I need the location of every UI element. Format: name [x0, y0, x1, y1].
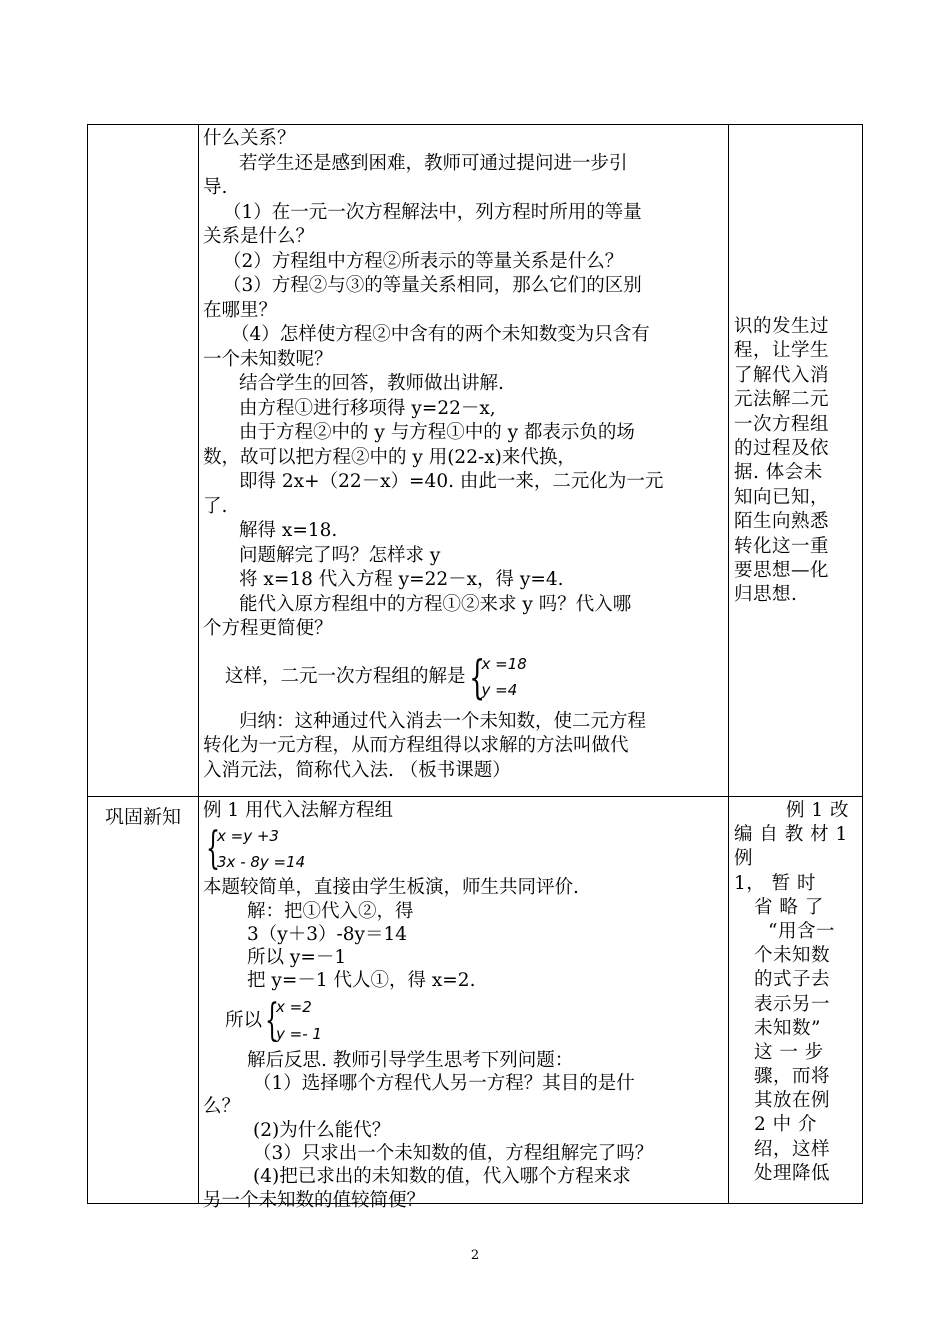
text-line: 3（y＋3）-8y＝14 [247, 923, 408, 945]
answer-system [203, 993, 728, 1049]
summary [203, 710, 728, 784]
solution-prefix: 这样，二元一次方程组的解是 [225, 665, 466, 687]
text-line: 在哪里？ [203, 299, 278, 321]
text-line: 结合学生的回答，教师做出讲解. [239, 373, 504, 394]
system-equations [217, 823, 305, 875]
text-line: （2）方程组中方程②所表示的等量关系是什么？ [223, 250, 624, 272]
note-line: 未知数” [754, 1017, 821, 1039]
note-line: 的过程及依 [734, 437, 830, 459]
note-line: 表示另一 [754, 993, 831, 1015]
column-divider [198, 125, 199, 1203]
answer-prefix: 所以 [225, 1009, 263, 1031]
text-line: 由于方程②中的 y 与方程①中的 y 都表示负的场 [239, 422, 635, 443]
note-line: 省 略 了 [754, 896, 824, 918]
note-line: 陌生向熟悉 [734, 511, 830, 533]
text-line: 所以 y=－1 [247, 947, 347, 969]
note-line: 识的发生过 [734, 316, 830, 337]
lesson-table [87, 124, 863, 1211]
text-line: 解得 x=18. [239, 520, 338, 541]
note-line: 程，让学生 [734, 340, 830, 362]
text-line: 由方程①进行移项得 y=22－x, [239, 397, 496, 419]
section-label: 巩固新知 [104, 806, 181, 828]
note-line: 例 [734, 848, 754, 870]
equation: x =2 [276, 997, 312, 1016]
text-line: (2)为什么能代？ [253, 1119, 391, 1141]
note-line: 元法解二元 [734, 389, 830, 411]
text-line: 一个未知数呢？ [203, 348, 333, 370]
left-brace: { [206, 823, 220, 875]
note-line: 的式子去 [754, 969, 831, 991]
text-line: 入消元法，简称代入法. （板书课题） [203, 759, 511, 781]
note-line: 处理降低 [754, 1162, 831, 1184]
text-line: 解后反思. 教师引导学生思考下列问题： [247, 1049, 574, 1071]
note-line: 据. 体会未 [734, 462, 823, 484]
text-line: 数，故可以把方程②中的 y 用(22-x)来代换， [203, 446, 576, 468]
answer-equations [276, 994, 322, 1048]
note-line: 一次方程组 [734, 413, 830, 435]
note-line: 转化这一重 [734, 535, 830, 557]
text-line: (4)把已求出的未知数的值，代入哪个方程来求 [253, 1166, 631, 1188]
text-line: 关系是什么？ [203, 226, 315, 247]
note-line: 绍，这样 [754, 1138, 831, 1160]
row2-notes [734, 799, 858, 1186]
note-line: 归思想. [734, 584, 798, 606]
note-line: 骤，而将 [754, 1066, 831, 1088]
text-line: 归纳：这种通过代入消去一个未知数，使二元方程 [239, 710, 647, 732]
text-line: 导. [203, 177, 228, 198]
equation: x =18 [481, 654, 527, 673]
row1-notes [734, 315, 858, 608]
row1-content [203, 127, 728, 783]
note-line: 编 自 教 材 1 [734, 824, 848, 846]
note-line: “用含一 [768, 920, 835, 942]
text-line: 个方程更简便？ [203, 618, 333, 639]
equation: y =- 1 [276, 1024, 322, 1043]
left-brace: { [265, 994, 280, 1046]
text-line: 若学生还是感到困难，教师可通过提问进一步引 [239, 152, 628, 174]
text-line: 什么关系？ [203, 128, 296, 149]
note-line: 2 中 介 [754, 1114, 818, 1136]
text-line: 问题解完了吗？怎样求 y [239, 544, 441, 566]
row2-content [203, 799, 728, 1212]
page-number: 2 [470, 1248, 480, 1263]
example-system [203, 822, 728, 876]
note-line: 1， 暂 时 [734, 872, 817, 894]
example-title: 例 1 用代入法解方程组 [203, 800, 394, 821]
text-line: （3）方程②与③的等量关系相同，那么它们的区别 [223, 275, 642, 296]
text-line: 将 x=18 代入方程 y=22－x，得 y=4. [239, 569, 564, 590]
text-line: 另一个未知数的值较简便？ [203, 1189, 426, 1211]
text-line: 解：把①代入②，得 [247, 900, 414, 922]
note-line: 了解代入消 [734, 364, 830, 386]
note-line: 知向已知， [734, 486, 830, 508]
text-line: 即得 2x+（22－x）=40. 由此一来，二元化为一元 [239, 471, 664, 492]
left-brace: { [468, 649, 485, 704]
text-line: （1）选择哪个方程代人另一方程？其目的是什 [253, 1073, 635, 1095]
row2-label-cell [88, 798, 198, 838]
text-line: 能代入原方程组中的方程①②来求 y 吗？代入哪 [239, 593, 632, 615]
text-line: 了. [203, 495, 228, 517]
text-line: （3）只求出一个未知数的值，方程组解完了吗？ [253, 1142, 654, 1164]
row-divider [88, 796, 862, 797]
text-line: 本题较简单，直接由学生板演，师生共同评价. [203, 877, 579, 899]
text-line: （1）在一元一次方程解法中，列方程时所用的等量 [223, 201, 642, 223]
note-line: 例 1 改 [786, 800, 850, 821]
column-divider [728, 125, 729, 1203]
equation: y =4 [481, 680, 518, 699]
note-line: 其放在例 [754, 1090, 831, 1112]
solution-system [203, 648, 728, 706]
solution-equations [482, 651, 527, 703]
text-line: 把 y=－1 代人①，得 x=2. [247, 970, 476, 992]
text-line: （4）怎样使方程②中含有的两个未知数变为只含有 [231, 324, 650, 345]
note-line: 这 一 步 [754, 1041, 824, 1063]
text-line: 转化为一元方程，从而方程组得以求解的方法叫做代 [203, 735, 629, 756]
note-line: 要思想—化 [734, 559, 830, 581]
equation: 3x - 8y =14 [217, 853, 306, 872]
equation: x =y +3 [217, 827, 279, 846]
text-line: 么？ [203, 1096, 241, 1118]
note-line: 个未知数 [754, 945, 831, 967]
